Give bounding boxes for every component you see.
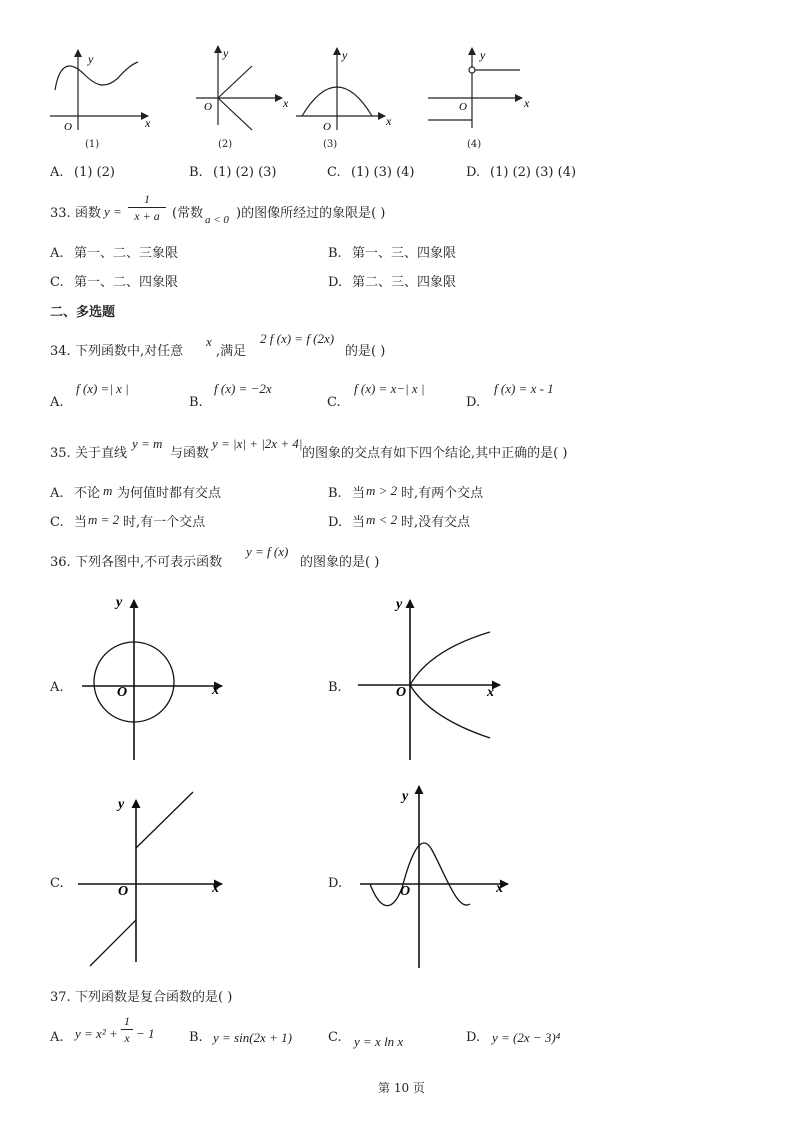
graph-a [82,595,222,760]
axis-x-label: x [487,685,494,700]
stem-text: 下列函数中,对任意 [75,344,184,359]
option-formula: m = 2 [88,512,120,527]
question-number: 37. [50,990,71,1005]
variable: x [206,334,212,349]
option-text: 当 [352,486,366,501]
option-text: 时,有两个交点 [401,486,484,501]
stem-text: 的图象的交点有如下四个结论,其中正确的是( ) [302,446,568,461]
axis-y-label: y [118,797,125,812]
origin-label: O [118,884,129,899]
graph-caption-4: (4) [467,139,482,150]
fraction-bar [128,207,166,208]
option-text: (1) (2) (3) [213,165,277,180]
svg-text:y: y [480,48,486,62]
option-formula: y = x ln x [354,1034,404,1049]
option-letter: A. [50,486,64,501]
q36-option-c-label[interactable]: C. [50,876,64,891]
graph-b [358,597,500,760]
option-text: 第一、二、三象限 [74,246,179,261]
svg-text:x: x [145,116,151,130]
option-text: 时,没有交点 [401,515,471,530]
formula: y = |x| + |2x + 4| [212,436,303,451]
option-formula: − 1 [136,1026,155,1041]
option-letter: B. [328,486,342,501]
formula: y = m [132,436,163,451]
option-letter: A. [50,395,64,410]
fraction-bar [121,1029,133,1030]
option-formula: f (x) = x - 1 [494,381,554,396]
stem-text: 函数 [75,206,102,221]
svg-text:y: y [223,46,229,60]
option-letter: B. [328,246,342,261]
axis-y-label: y [402,789,409,804]
stem-text: 关于直线 [75,446,128,461]
option-letter: C. [327,395,341,410]
svg-text:O: O [323,121,331,133]
svg-text:O: O [204,101,212,113]
section-heading: 二、多选题 [50,305,116,320]
option-text: (1) (2) (3) (4) [490,165,577,180]
graph-c [78,792,222,966]
option-letter: A. [50,165,64,180]
svg-text:x: x [386,114,392,128]
stem-text: 下列函数是复合函数的是( ) [75,990,233,1005]
option-formula: f (x) = x−| x | [354,381,425,396]
option-text: 当 [352,515,366,530]
question-number: 34. [50,344,71,359]
option-letter: D. [328,275,343,290]
svg-text:O: O [64,121,72,133]
graph-caption-3: (3) [323,139,338,150]
option-letter: C. [50,515,64,530]
axis-x-label: x [212,881,219,896]
formula: 2 f (x) = f (2x) [260,331,335,346]
svg-text:O: O [459,101,467,113]
graph-1 [0,0,800,160]
option-letter: D. [328,515,343,530]
fraction-numerator: 1 [144,192,150,206]
fraction [121,1015,133,1044]
svg-text:y: y [342,48,348,62]
axis-y-label: y [396,597,403,612]
stem-text: 下列各图中,不可表示函数 [75,555,223,570]
q36-option-a-label[interactable]: A. [50,680,64,695]
q36-option-d-label[interactable]: D. [328,876,343,891]
svg-text:x: x [524,96,530,110]
option-letter: A. [50,1030,64,1045]
option-letter: C. [328,1030,342,1045]
option-text: 时,有一个交点 [123,515,206,530]
option-text: 为何值时都有交点 [117,486,222,501]
stem-text: (常数 [172,206,204,221]
graph-caption-2: (2) [218,139,233,150]
question-number: 35. [50,446,71,461]
option-text: (1) (3) (4) [351,165,415,180]
origin-label: O [117,685,128,700]
option-letter: D. [466,395,481,410]
option-letter: B. [189,395,203,410]
option-formula: m > 2 [366,483,398,498]
option-text: 第一、二、四象限 [74,275,179,290]
option-letter: D. [466,165,481,180]
question-number: 36. [50,555,71,570]
origin-label: O [400,884,411,899]
option-formula: f (x) = −2x [214,381,272,396]
stem-text: ,满足 [216,344,247,359]
option-text: 不论 [74,486,101,501]
option-formula: y = x² + [75,1026,118,1041]
axis-x-label: x [496,881,503,896]
axis-x-label: x [212,683,219,698]
formula: y = f (x) [246,544,289,559]
option-formula: f (x) =| x | [76,381,129,396]
option-letter: B. [189,1030,203,1045]
option-formula: y = (2x − 3)⁴ [492,1030,561,1045]
q36-option-b-label[interactable]: B. [328,680,342,695]
stem-text: 与函数 [170,446,210,461]
option-text: (1) (2) [74,165,115,180]
graph-d [360,786,508,968]
option-formula: m < 2 [366,512,398,527]
stem-text: 的图象的是( ) [300,555,380,570]
origin-label: O [396,685,407,700]
option-formula: m [103,483,113,498]
option-text: 第一、三、四象限 [352,246,457,261]
fraction-denominator: x [124,1031,130,1045]
stem-text: 的是( ) [345,344,386,359]
formula: y = [104,204,122,219]
graph-caption-1: (1) [85,139,100,150]
svg-text:x: x [283,96,289,110]
option-letter: C. [327,165,341,180]
condition-formula: a < 0 [205,214,229,226]
q36-graphs [0,580,800,990]
option-letter: C. [50,275,64,290]
question-number: 33. [50,206,71,221]
option-text: 第二、三、四象限 [352,275,457,290]
page-footer: 第 10 页 [378,1081,425,1095]
axis-y-label: y [116,595,123,610]
option-letter: D. [466,1030,481,1045]
svg-text:y: y [88,52,94,66]
fraction [128,193,166,222]
stem-text: )的图像所经过的象限是( ) [236,206,386,221]
option-formula: y = sin(2x + 1) [213,1030,292,1045]
option-letter: A. [50,246,64,261]
fraction-numerator: 1 [124,1014,130,1028]
option-text: 当 [74,515,88,530]
fraction-denominator: x + a [134,209,160,223]
option-letter: B. [189,165,203,180]
